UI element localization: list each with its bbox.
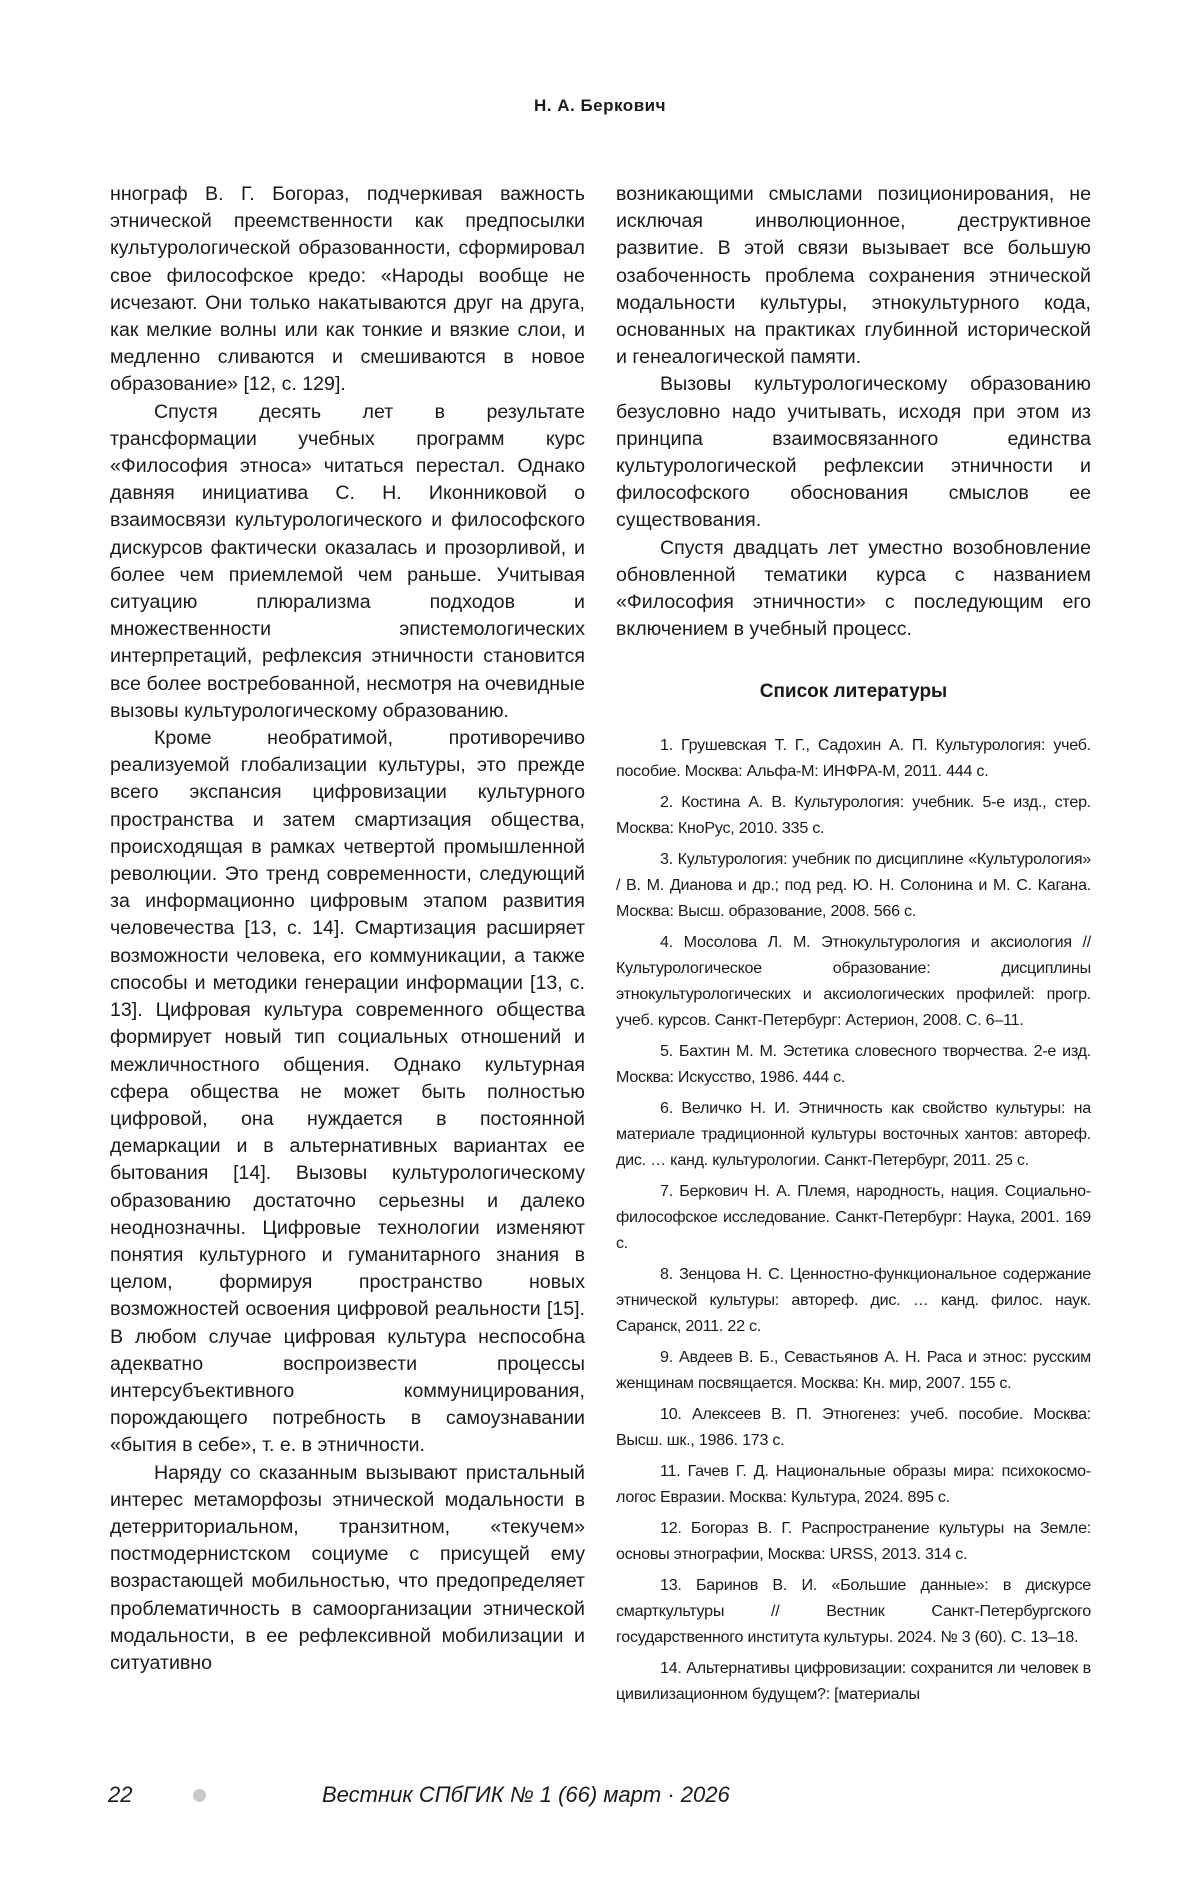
reference-item: 10. Алексеев В. П. Этногенез: учеб. пособие. Москва: Высш. шк., 1986. 173 с. [616,1405,1091,1450]
references-list [616,732,1091,1707]
reference-item: 2. Костина А. В. Культурология: учебник. 5-е изд., стер. Москва: КноРус, 2010. 335 с. [616,793,1091,838]
reference-item: 14. Альтернативы цифровизации: сохранится ли человек в цивилизационном будущем?: [материалы [616,1659,1091,1704]
reference-item: 7. Беркович Н. А. Племя, народность, нация. Социально-философское исследование. Санкт-Петербург: Наука, 2001. 169 с. [616,1182,1091,1253]
reference-item: 6. Величко Н. И. Этничность как свойство культуры: на материале традиционной культуры восточных хантов: автореф. дис. … канд. культурологии. Санкт-Петербург, 2011. 25 с. [616,1099,1091,1170]
paragraph: ннограф В. Г. Богораз, подчеркивая важность этнической преемственности как предпосылки культурологической образованности, сформировал свое философское кредо: «Народы вообще не исчезают. Они только накатываются друг на друга, как мелкие волны или как тонкие и вязкие слои, и медленно сливаются и смешиваются в новое образование» [12, с. 129]. [110,183,585,396]
footer-dot-ornament [193,1789,206,1802]
paragraph: Спустя двадцать лет уместно возобновление обновленной тематики курса с названием «Философия этничности» с последующим его включением в учебный процесс. [616,536,1091,641]
references-heading: Список литературы [759,681,948,703]
left-column [110,181,585,1677]
paragraph: Вызовы культурологическому образованию безусловно надо учитывать, исходя при этом из принципа взаимосвязанного единства культурологической рефлексии этничности и философского обоснования смыслов ее существования. [616,373,1091,532]
reference-item: 9. Авдеев В. Б., Севастьянов А. Н. Раса и этнос: русским женщинам посвящается. Москва: Кн. мир, 2007. 155 с. [616,1348,1091,1393]
reference-item: 13. Баринов В. И. «Большие данные»: в дискурсе смарткультуры // Вестник Санкт-Петербургского государственного института культуры. 2024. № 3 (60). С. 13–18. [616,1576,1091,1647]
page-footer [0,1780,1200,1810]
reference-item: 4. Мосолова Л. М. Этнокультурология и аксиология // Культурологическое образование: дисциплины этнокультурологических и аксиологических профилей: прогр. учеб. курсов. Санкт-Петербург: Астерион, 2008. С. 6–11. [616,933,1091,1030]
journal-name: Вестник СПбГИК № 1 (66) март · 2026 [322,1782,730,1807]
paragraph: Спустя десять лет в результате трансформации учебных программ курс «Философия этноса» читаться перестал. Однако давняя инициатива С. Н. Иконниковой о взаимосвязи культурологического и философского дискурсов фактически оказалась и прозорливой, и более чем приемлемой чем раньше. Учитывая ситуацию плюрализма подходов и множественности эпистемологических интерпретаций, рефлексия этничности становится все более востребованной, несмотря на очевидные вызовы культурологическому образованию. [110,400,585,722]
paragraph: Кроме необратимой, противоречиво реализуемой глобализации культуры, это прежде всего экспансия цифровизации культурного пространства и затем смартизация общества, происходящая в рамках четвертой промышленной революции. Это тренд современности, следующий за информационно цифровым этапом развития человечества [13, с. 14]. Смартизация расширяет возможности человека, его коммуникации, а также способы и методики генерации информации [13, с. 13]. Цифровая культура современного общества формирует новый тип социальных отношений и межличностного общения. Однако культурная сфера общества не может быть полностью цифровой, она нуждается в постоянной демаркации и в альтернативных вариантах ее бытования [14]. Вызовы культурологическому образованию достаточно серьезны и далеко неоднозначны. Цифровые технологии изменяют понятия культурного и гуманитарного знания в целом, формируя пространство новых возможностей освоения цифровой реальности [15]. В любом случае цифровая культура неспособна адекватно воспроизвести процессы интерсубъективного коммуницирования, порождающего потребность в самоузнавании «бытия в себе», т. е. в этничности. [110,727,585,1457]
reference-item: 11. Гачев Г. Д. Национальные образы мира: психокосмо-логос Евразии. Москва: Культура, 2024. 895 с. [616,1462,1091,1507]
paragraph: возникающими смыслами позиционирования, не исключая инволюционное, деструктивное развитие. В этой связи вызывает все большую озабоченность проблема сохранения этнической модальности культуры, этнокультурного кода, основанных на практиках глубинной исторической и генеалогической памяти. [616,183,1091,369]
running-head-author: Н. А. Беркович [534,96,666,115]
reference-item: 8. Зенцова Н. С. Ценностно-функциональное содержание этнической культуры: автореф. дис. … канд. филос. наук. Саранск, 2011. 22 с. [616,1265,1091,1336]
reference-item: 5. Бахтин М. М. Эстетика словесного творчества. 2-е изд. Москва: Искусство, 1986. 444 с. [616,1042,1091,1087]
reference-item: 1. Грушевская Т. Г., Садохин А. П. Культурология: учеб. пособие. Москва: Альфа-М: ИНФРА-М, 2011. 444 с. [616,736,1091,781]
reference-item: 12. Богораз В. Г. Распространение культуры на Земле: основы этнографии, Москва: URSS, 2013. 314 с. [616,1519,1091,1564]
page-number: 22 [108,1782,133,1807]
reference-item: 3. Культурология: учебник по дисциплине «Культурология» / В. М. Дианова и др.; под ред. Ю. Н. Солонина и М. С. Кагана. Москва: Высш. образование, 2008. 566 с. [616,850,1091,921]
paragraph: Наряду со сказанным вызывают пристальный интерес метаморфозы этнической модальности в детерриториальном, транзитном, «текучем» постмодернистском социуме с присущей ему возрастающей мобильностью, что предопределяет проблематичность в самоорганизации этнической модальности, в ее рефлексивной мобилизации и ситуативно [110,1461,585,1674]
right-column [616,181,1091,1712]
